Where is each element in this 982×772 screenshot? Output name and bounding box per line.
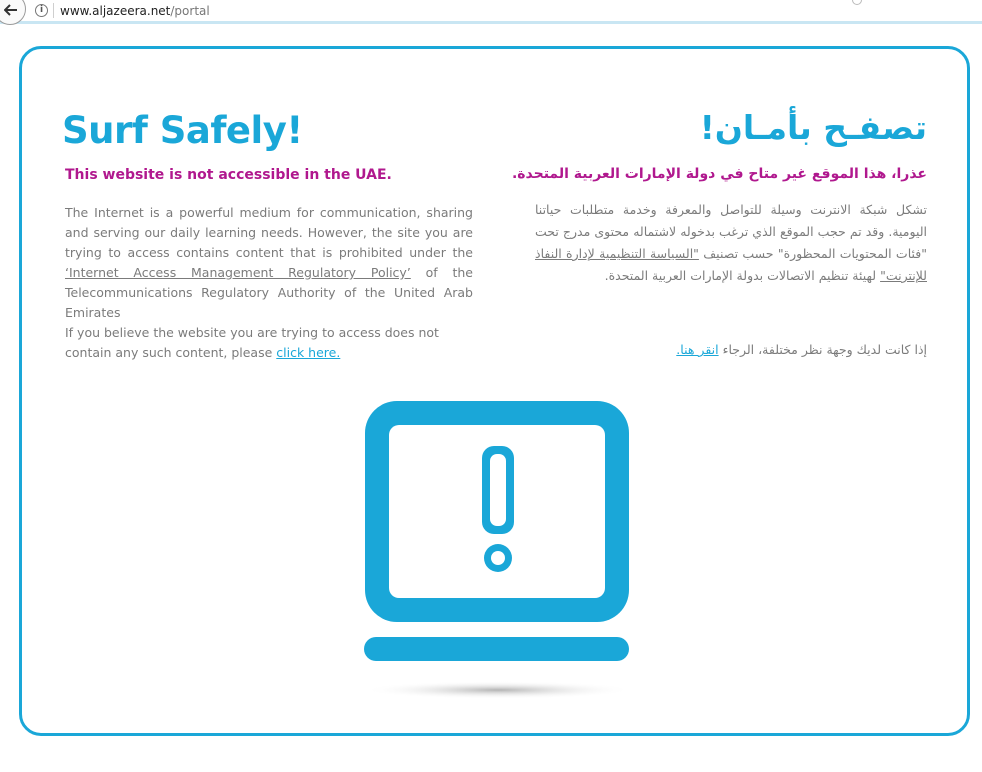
browser-address-bar	[0, 0, 982, 24]
english-second-text: If you believe the website you are trying to access does not contain any such content, please	[65, 325, 439, 360]
base-shadow	[363, 681, 633, 699]
click-here-link[interactable]: click here.	[276, 345, 341, 360]
url-separator	[53, 3, 54, 18]
english-second-paragraph	[65, 323, 485, 363]
address-bar-end-decoration	[852, 0, 862, 5]
click-here-link-arabic[interactable]: انقر هنا.	[676, 342, 719, 357]
arabic-second-paragraph	[535, 340, 927, 360]
url-host: www.aljazeera.net	[60, 4, 171, 18]
exclamation-dot-inner	[491, 551, 505, 565]
keyboard-base	[364, 637, 629, 661]
back-arrow-icon	[4, 4, 18, 16]
back-button[interactable]	[0, 0, 26, 25]
info-icon[interactable]: i	[35, 4, 48, 17]
url-path: /portal	[170, 4, 210, 18]
english-body	[65, 203, 473, 323]
policy-link-arabic[interactable]: "السياسة التنظيمية لإدارة النفاذ للإنترنت"	[535, 246, 927, 283]
arabic-second-text: إذا كانت لديك وجهة نظر مختلفة، الرجاء	[718, 342, 927, 357]
url-field[interactable]	[60, 4, 210, 18]
english-body-text: The Internet is a powerful medium for communication, sharing and serving our daily learning needs. However, the site you are trying to access contains content that is prohibited under the	[65, 205, 473, 260]
english-title: Surf Safely!	[62, 109, 303, 152]
arabic-body-text-end: لهيئة تنظيم الاتصالات بدولة الإمارات العربية المتحدة.	[604, 268, 881, 283]
english-body-text-end: of the Telecommunications Regulatory Authority of the United Arab Emirates	[65, 265, 473, 320]
warning-computer-icon	[355, 398, 640, 708]
arabic-subtitle: عذرا، هذا الموقع غير متاح في دولة الإمارات العربية المتحدة.	[511, 166, 927, 182]
arabic-body-text: تشكل شبكة الانترنت وسيلة للتواصل والمعرفة وخدمة متطلبات حياتنا اليومية. وقد تم حجب الموقع الذي ترغب بدخوله لاشتماله محتوى مدرج تحت "فئات المحتويات المحظورة" حسب تصنيف	[535, 202, 927, 261]
policy-link-english[interactable]: ‘Internet Access Management Regulatory Policy’	[65, 265, 411, 280]
arabic-body	[535, 199, 927, 287]
arabic-title: تصفـح بأمـان!	[699, 108, 927, 147]
exclamation-bar-inner	[490, 454, 506, 526]
english-subtitle: This website is not accessible in the UAE.	[65, 167, 392, 183]
